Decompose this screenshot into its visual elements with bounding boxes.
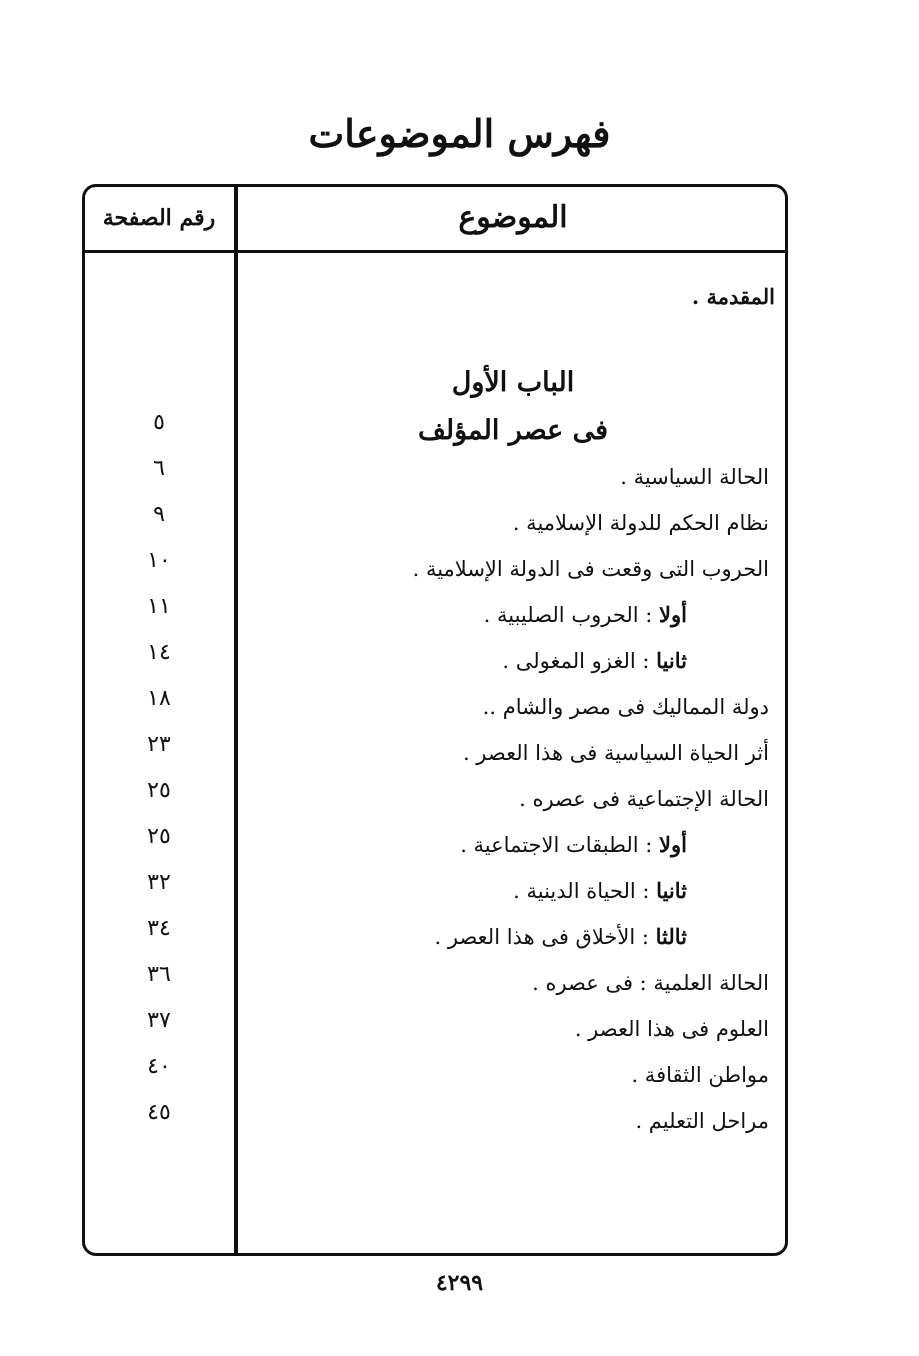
page-number: ٣٧: [147, 1008, 171, 1033]
page-column-header: رقم الصفحة: [102, 205, 216, 231]
entry-text: : الطبقات الاجتماعية .: [460, 833, 653, 857]
toc-entry: [502, 644, 687, 678]
entry-lead: ثالثا: [655, 924, 687, 949]
entry-text: : الأخلاق فى هذا العصر .: [434, 925, 649, 949]
intro-entry: المقدمة .: [691, 284, 775, 309]
toc-entry: مراحل التعليم .: [635, 1109, 769, 1133]
page-number: ٩: [153, 502, 165, 527]
toc-entry: [513, 874, 687, 908]
toc-entry: الحالة الإجتماعية فى عصره .: [519, 787, 769, 811]
page-number: ١٨: [147, 686, 171, 711]
page-number: ١٤: [147, 640, 171, 665]
toc-entry: دولة المماليك فى مصر والشام ..: [482, 695, 769, 719]
toc-entry: [460, 828, 687, 862]
topic-column-header: الموضوع: [458, 200, 568, 235]
toc-entry: الحالة العلمية : فى عصره .: [532, 971, 769, 995]
page-number: ١١: [147, 594, 171, 619]
toc-entry: مواطن الثقافة .: [631, 1063, 769, 1087]
folio-page-number: ٤٢٩٩: [435, 1270, 484, 1296]
page-number: ٢٥: [147, 824, 171, 849]
entry-text: : الحياة الدينية .: [513, 879, 650, 903]
entry-lead: ثانيا: [656, 648, 687, 673]
toc-entry: الحروب التى وقعت فى الدولة الإسلامية .: [412, 557, 769, 581]
page-number: ٢٣: [147, 732, 171, 757]
chapter-subheading: فى عصر المؤلف: [417, 415, 609, 446]
page-number: ٣٦: [147, 962, 171, 987]
page-title: فهرس الموضوعات: [308, 111, 611, 156]
entry-lead: ثانيا: [656, 878, 687, 903]
toc-entry: [484, 598, 687, 632]
page-number: ١٠: [147, 548, 171, 573]
header-divider: [84, 250, 786, 253]
page-number: ٤٠: [147, 1054, 171, 1079]
chapter-heading: الباب الأول: [451, 367, 575, 398]
page-number: ٣٢: [147, 870, 171, 895]
page-number: ٦: [153, 456, 165, 481]
toc-entry: الحالة السياسية .: [620, 465, 769, 489]
toc-entry: [435, 920, 687, 954]
entry-text: : الحروب الصليبية .: [483, 603, 653, 627]
page-number: ٢٥: [147, 778, 171, 803]
entry-lead: أولا: [659, 832, 687, 857]
entry-lead: أولا: [659, 602, 687, 627]
page-number: ٣٤: [147, 916, 171, 941]
toc-entry: العلوم فى هذا العصر .: [574, 1017, 769, 1041]
column-divider: [234, 186, 238, 1254]
page-number: ٥: [153, 410, 165, 435]
entry-text: : الغزو المغولى .: [502, 649, 650, 673]
toc-entry: أثر الحياة السياسية فى هذا العصر .: [462, 741, 769, 765]
toc-entry: نظام الحكم للدولة الإسلامية .: [512, 511, 769, 535]
page-number: ٤٥: [147, 1100, 171, 1125]
